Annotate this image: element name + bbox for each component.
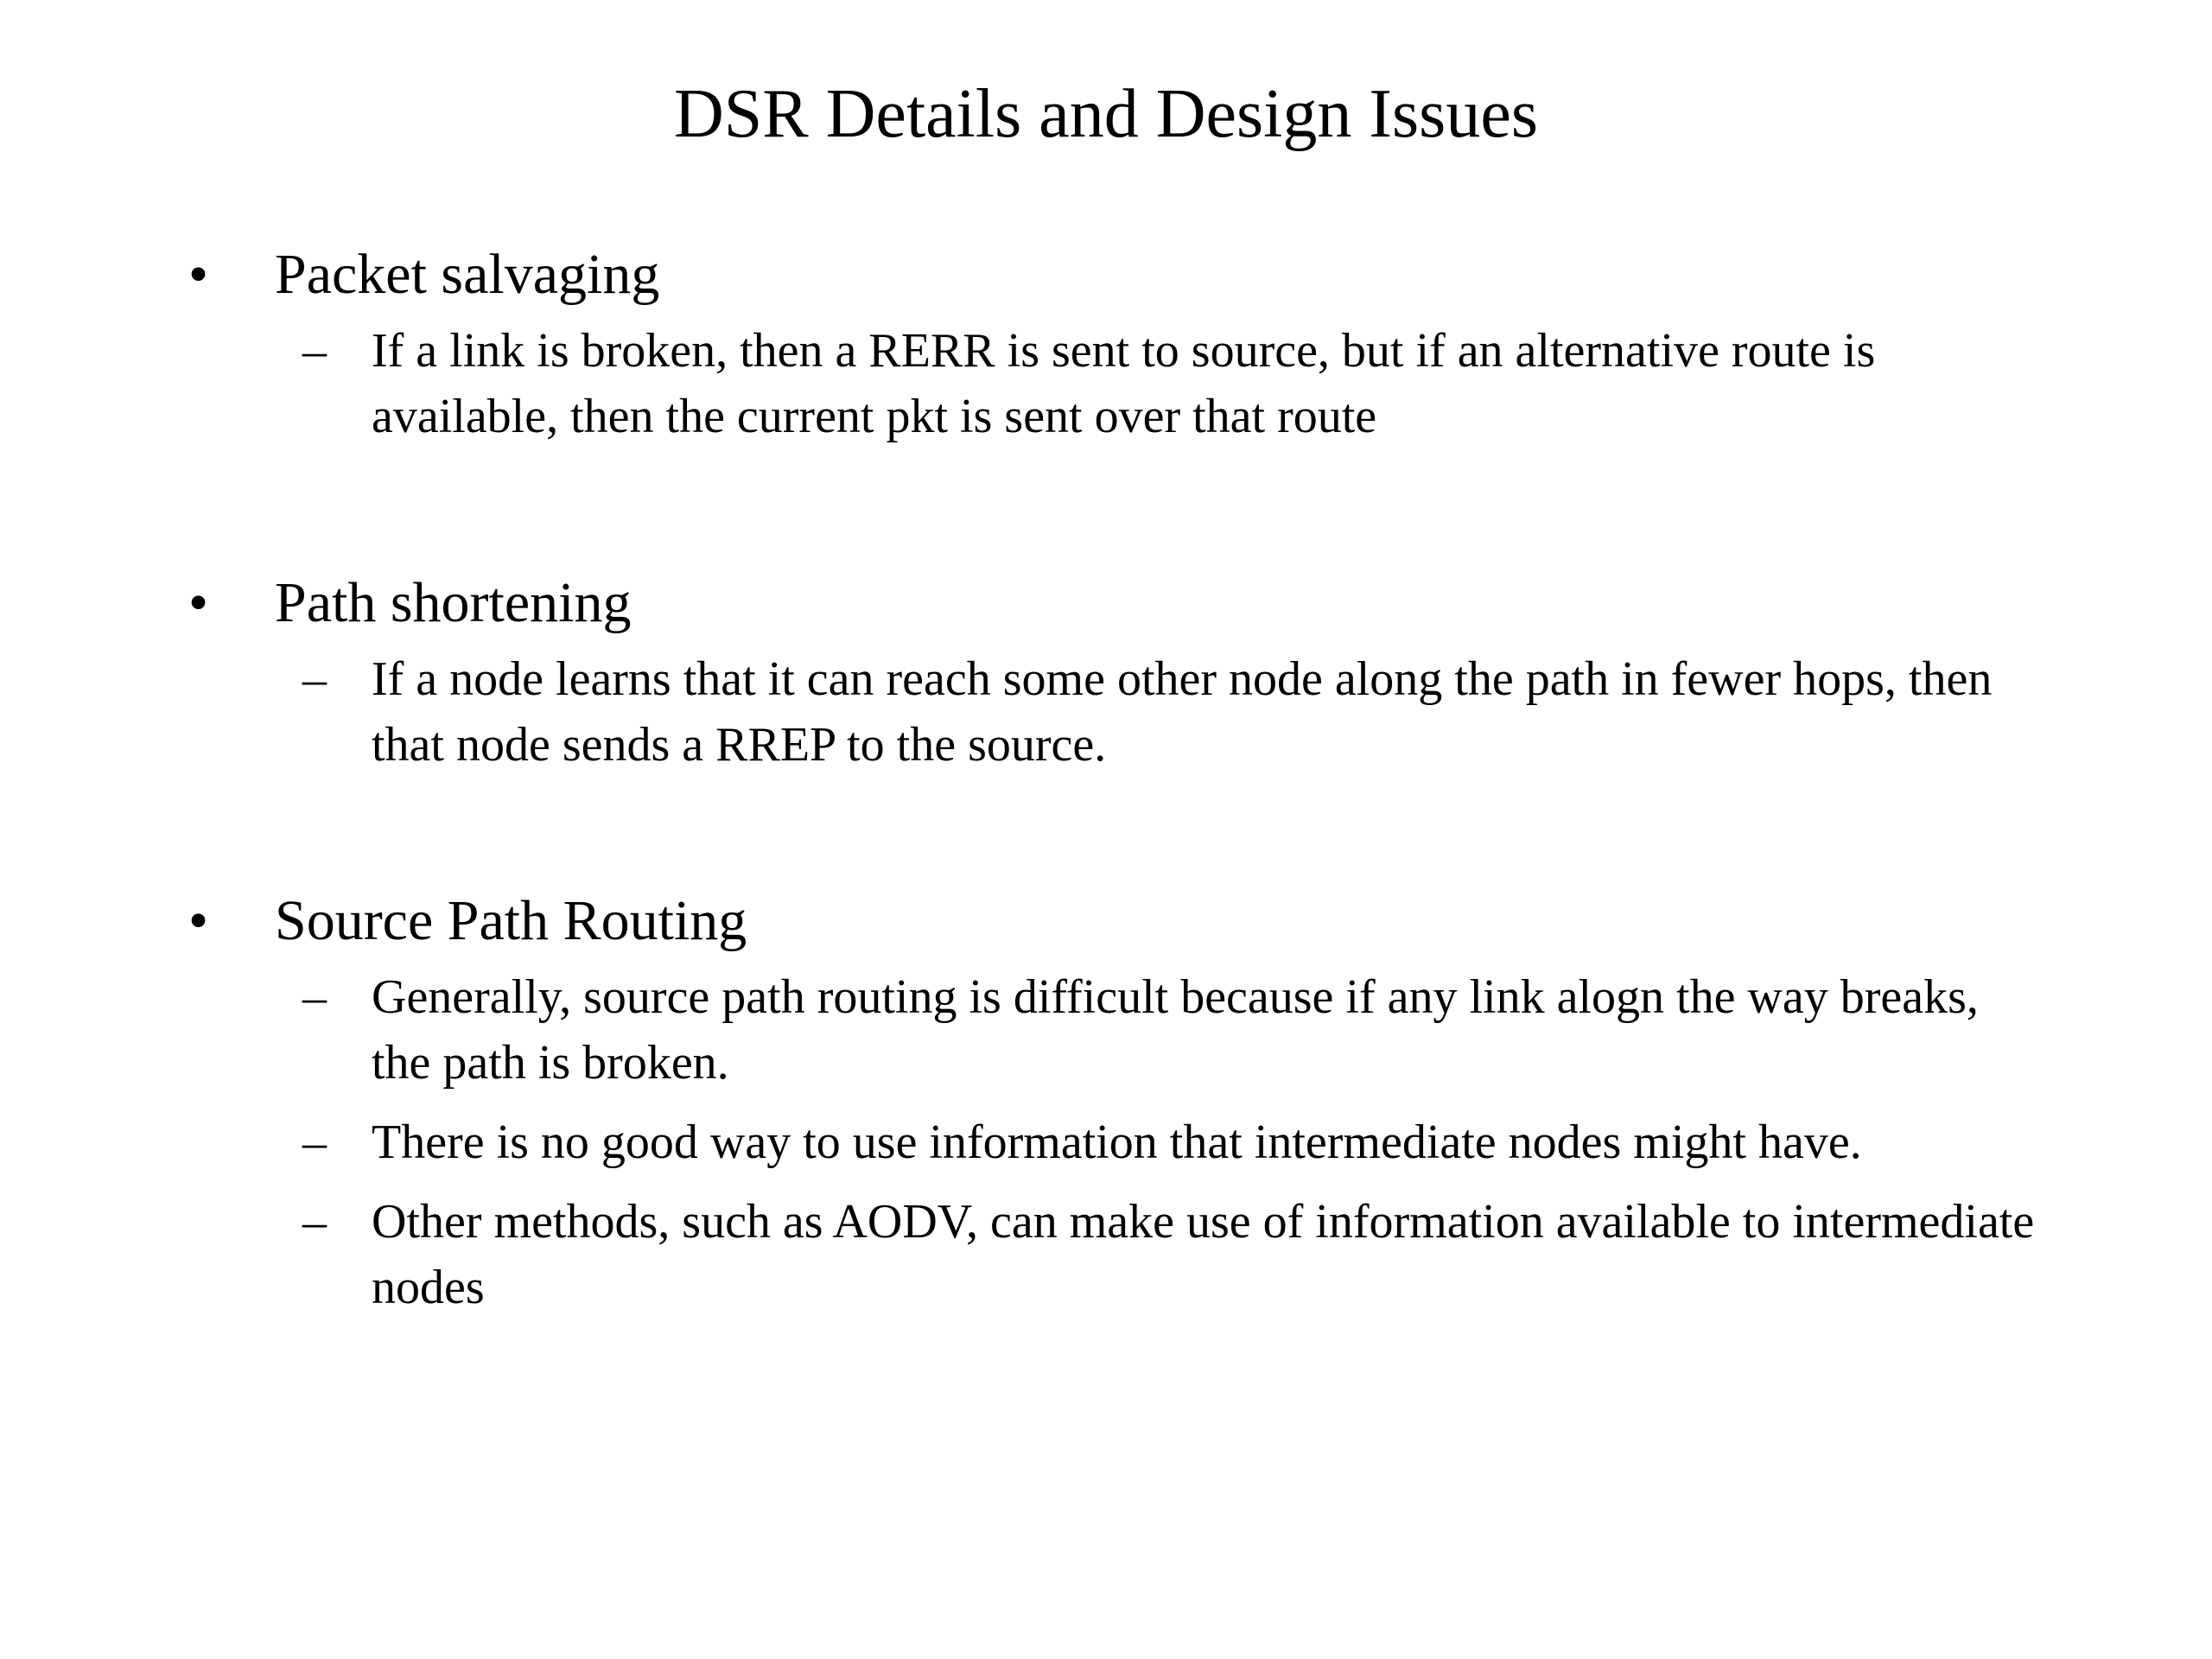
section-packet-salvaging xyxy=(0,240,2212,463)
section-path-shortening xyxy=(0,569,2212,791)
sub-item xyxy=(0,1189,2212,1320)
bullet-row xyxy=(0,240,2212,309)
sub-item-text: Other methods, such as AODV, can make use of information available to intermediate nodes xyxy=(372,1195,2035,1314)
bullet-icon: • xyxy=(188,889,209,952)
dash-icon: – xyxy=(302,324,327,378)
sub-item-text: There is no good way to use information that intermediate nodes might have. xyxy=(372,1116,1862,1169)
dash-icon: – xyxy=(302,652,327,706)
sub-item xyxy=(0,964,2212,1096)
section-heading: Packet salvaging xyxy=(275,243,660,306)
sub-item xyxy=(0,1109,2212,1175)
bullet-icon: • xyxy=(188,243,209,306)
sub-list xyxy=(0,646,2212,778)
sub-list xyxy=(0,318,2212,449)
dash-icon: – xyxy=(302,1195,327,1249)
dash-icon: – xyxy=(302,1116,327,1169)
dash-icon: – xyxy=(302,970,327,1024)
bullet-icon: • xyxy=(188,571,209,634)
bullet-row xyxy=(0,887,2212,956)
slide-title: DSR Details and Design Issues xyxy=(674,76,1538,152)
section-heading: Source Path Routing xyxy=(275,889,747,952)
sub-list xyxy=(0,964,2212,1320)
sub-item xyxy=(0,318,2212,449)
section-heading: Path shortening xyxy=(275,571,632,634)
bullet-row xyxy=(0,569,2212,638)
sub-item-text: If a node learns that it can reach some other node along the path in fewer hops, then that node sends a RREP to the source. xyxy=(372,652,1993,772)
sub-item xyxy=(0,646,2212,778)
sub-item-text: If a link is broken, then a RERR is sent to source, but if an alternative route is available, then the current pkt is sent over that route xyxy=(372,324,1876,443)
sub-item-text: Generally, source path routing is difficult because if any link alogn the way breaks, the path is broken. xyxy=(372,970,1979,1090)
section-source-path-routing xyxy=(0,887,2212,1334)
